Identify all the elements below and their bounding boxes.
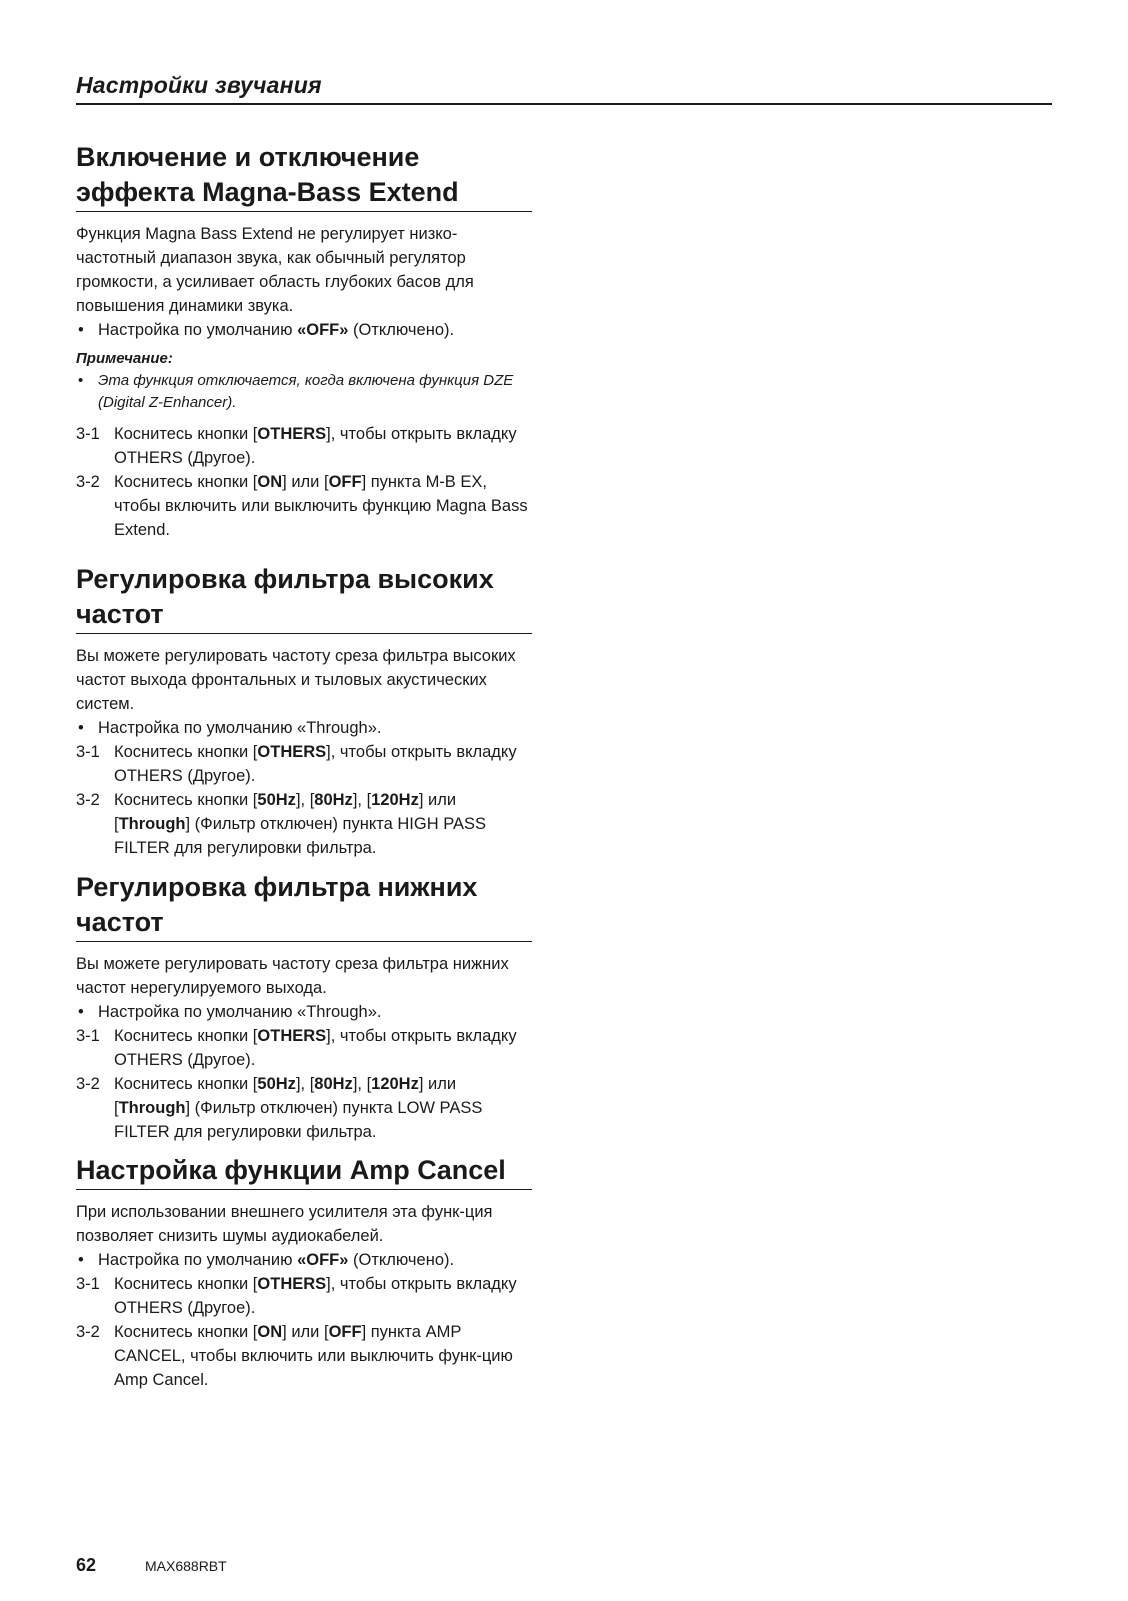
page-header-title: Настройки звучания <box>76 72 322 98</box>
step-3-1: 3-1 Коснитесь кнопки [OTHERS], чтобы открыть вкладку OTHERS (Другое). <box>76 425 517 467</box>
model-name: MAX688RBT <box>145 1558 227 1574</box>
header-rule <box>76 103 1052 105</box>
section-amp-cancel <box>76 1153 532 1392</box>
section-description: Вы можете регулировать частоту среза фильтра нижних частот нерегулируемого выхода. <box>76 955 509 997</box>
section-title <box>76 1153 532 1190</box>
section-title-line1: Регулировка фильтра нижних <box>76 872 478 902</box>
section-title-line1: Настройка функции Amp Cancel <box>76 1155 506 1185</box>
section-title <box>76 562 532 634</box>
section-magna-bass <box>76 140 532 542</box>
section-title-line1: Включение и отключение <box>76 142 420 172</box>
default-setting: • Настройка по умолчанию «OFF» (Отключено). <box>76 1248 532 1272</box>
section-title <box>76 870 532 942</box>
step-3-2: 3-2 Коснитесь кнопки [ON] или [OFF] пункта AMP CANCEL, чтобы включить или выключить функ-цию Amp Cancel. <box>76 1323 513 1389</box>
section-title-line2: частот <box>76 907 164 937</box>
step-3-2: 3-2 Коснитесь кнопки [ON] или [OFF] пункта M-B EX, чтобы включить или выключить функцию Magna Bass Extend. <box>76 473 528 539</box>
section-title-line2: частот <box>76 599 164 629</box>
step-3-2: 3-2 Коснитесь кнопки [50Hz], [80Hz], [120Hz] или [Through] (Фильтр отключен) пункта LOW PASS FILTER для регулировки фильтра. <box>76 1075 483 1141</box>
section-title-line2: эффекта Magna-Bass Extend <box>76 177 459 207</box>
step-3-1: 3-1 Коснитесь кнопки [OTHERS], чтобы открыть вкладку OTHERS (Другое). <box>76 1027 517 1069</box>
default-setting: • Настройка по умолчанию «Through». <box>76 1000 532 1024</box>
step-3-1: 3-1 Коснитесь кнопки [OTHERS], чтобы открыть вкладку OTHERS (Другое). <box>76 743 517 785</box>
page-number: 62 <box>76 1555 97 1575</box>
section-low-pass-filter <box>76 870 532 1144</box>
note-title: Примечание: <box>76 350 173 367</box>
default-setting: • Настройка по умолчанию «OFF» (Отключено). <box>76 318 532 342</box>
default-setting: • Настройка по умолчанию «Through». <box>76 716 532 740</box>
step-3-2: 3-2 Коснитесь кнопки [50Hz], [80Hz], [120Hz] или [Through] (Фильтр отключен) пункта HIGH PASS FILTER для регулировки фильтра. <box>76 791 487 857</box>
section-description: Вы можете регулировать частоту среза фильтра высоких частот выхода фронтальных и тыловых акустических систем. <box>76 647 516 713</box>
section-description: При использовании внешнего усилителя эта функ-ция позволяет снизить шумы аудиокабелей. <box>76 1203 493 1245</box>
section-title <box>76 140 532 212</box>
section-high-pass-filter <box>76 562 532 860</box>
note-text: • Эта функция отключается, когда включена функция DZE (Digital Z-Enhancer). <box>76 370 532 414</box>
section-description: Функция Magna Bass Extend не регулирует низко-частотный диапазон звука, как обычный регулятор громкости, а усиливает область глубоких басов для повышения динамики звука. <box>76 225 474 315</box>
section-title-line1: Регулировка фильтра высоких <box>76 564 494 594</box>
step-3-1: 3-1 Коснитесь кнопки [OTHERS], чтобы открыть вкладку OTHERS (Другое). <box>76 1275 517 1317</box>
